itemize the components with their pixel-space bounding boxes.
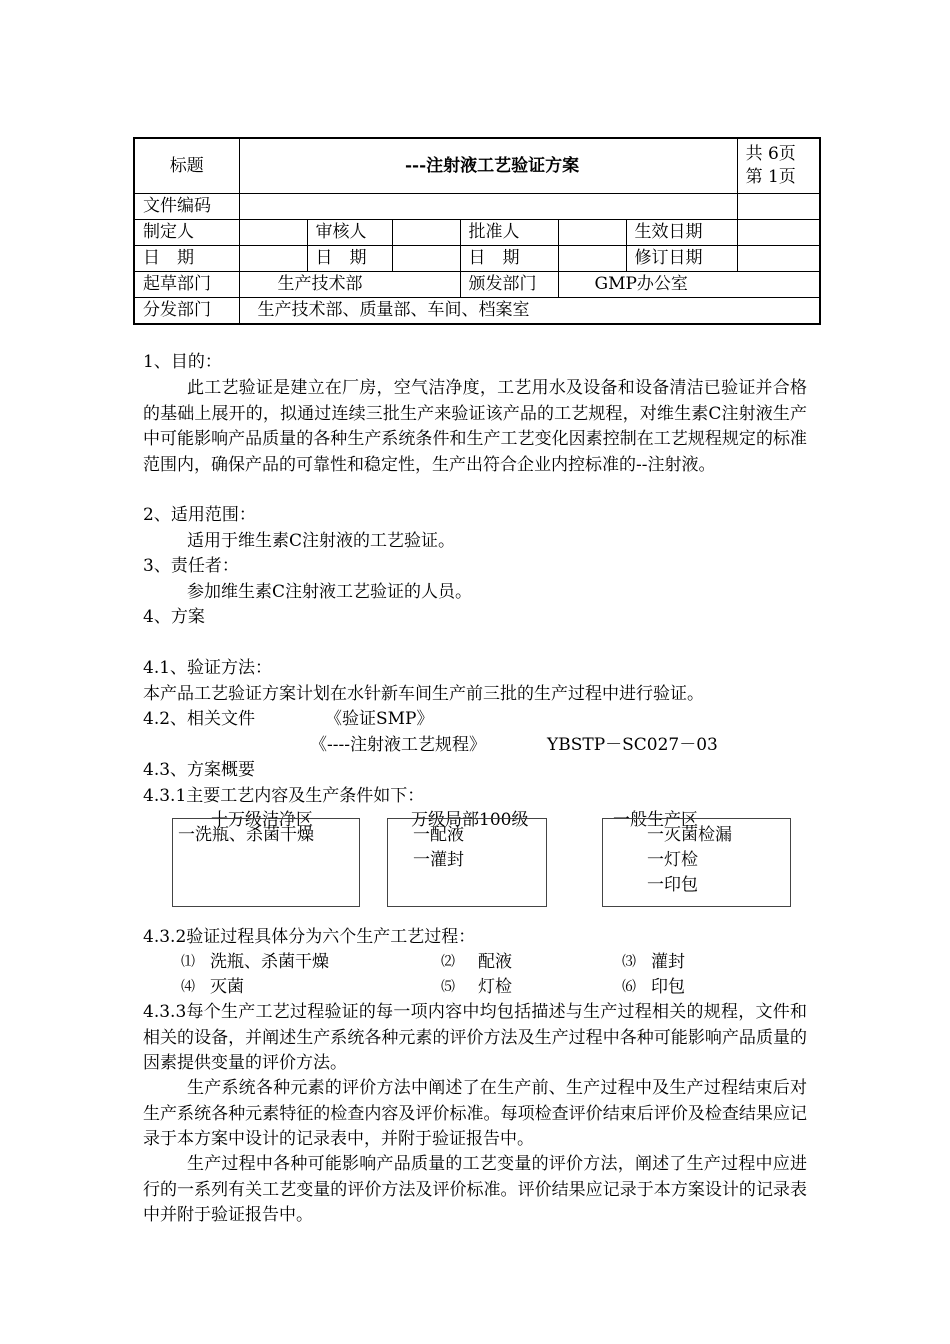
code-label: 文件编码 [134,194,239,220]
zone-2-item-1: 一配液 [413,825,464,845]
author-value [239,220,307,246]
step-1-number: ⑴ [181,954,195,970]
date-value-1 [239,246,307,272]
approver-value [558,220,626,246]
page-count [737,138,820,194]
zone-1-title: 十万级洁净区 [211,810,313,830]
related-doc-1: 《验证SMP》 [325,709,434,729]
step-5-label: 灯检 [478,977,512,997]
section-1-heading: 1、目的： [143,352,222,372]
approver-label: 批准人 [460,220,558,246]
draft-dept-value: 生产技术部 [239,272,460,298]
section-4-3-2-heading: 4.3.2验证过程具体分为六个生产工艺过程： [143,927,476,947]
section-4-heading: 4、方案 [143,607,205,627]
section-4-3-3-paragraph-1: 4.3.3每个生产工艺过程验证的每一项内容中均包括描述与生产过程相关的规程，文件和相关的设备，并阐述生产系统各种元素的评价方法及生产过程中各种可能影响产品质量的因素提供变量的评价方法。 [143,1002,807,1074]
zone-2-title: 万级局部100级 [411,810,529,830]
section-1-body: 此工艺验证是建立在厂房，空气洁净度，工艺用水及设备和设备清洁已验证并合格的基础上展开的，拟通过连续三批生产来验证该产品的工艺规程，对维生素C注射液生产中可能影响产品质量的各种生产系统条件和生产工艺变化因素控制在工艺规程规定的标准范围内，确保产品的可靠性和稳定性，生产出符合企业内控标准的--注射液。 [143,378,807,475]
step-6-label: 印包 [651,977,685,997]
section-4-1-body: 本产品工艺验证方案计划在水针新车间生产前三批的生产过程中进行验证。 [143,684,704,704]
reviewer-value [392,220,460,246]
code-extra [737,194,820,220]
section-4-3-3-paragraph-2: 生产系统各种元素的评价方法中阐述了在生产前、生产过程中及生产过程结束后对生产系统各种元素特征的检查内容及评价标准。每项检查评价结束后评价及检查结果应记录于本方案中设计的记录表中，并附于验证报告中。 [143,1078,807,1150]
date-label-1: 日 期 [134,246,239,272]
date-value-2 [392,246,460,272]
effective-date-label: 生效日期 [626,220,737,246]
dist-dept-label: 分发部门 [134,298,239,325]
issue-dept-value: GMP办公室 [558,272,820,298]
related-doc-2-code: YBSTP－SC027－03 [547,735,718,755]
date-label-2: 日 期 [307,246,392,272]
issue-dept-label: 颁发部门 [460,272,558,298]
reviewer-label: 审核人 [307,220,392,246]
section-4-3-3-paragraph-3: 生产过程中各种可能影响产品质量的工艺变量的评价方法，阐述了生产过程中应进行的一系列有关工艺变量的评价方法及评价标准。评价结果应记录于本方案设计的记录表中并附于验证报告中。 [143,1154,807,1226]
step-3-number: ⑶ [622,954,636,970]
document-title: ---注射液工艺验证方案 [239,138,737,194]
step-2-number: ⑵ [441,954,455,970]
section-3-body: 参加维生素C注射液工艺验证的人员。 [187,582,473,602]
document-header-table [133,137,821,325]
title-label: 标题 [134,138,239,194]
zone-3-item-1: 一灭菌检漏 [647,825,732,845]
zone-2-box [387,818,547,907]
step-1-label: 洗瓶、杀菌干燥 [210,952,329,972]
date-value-3 [558,246,626,272]
section-4-3-heading: 4.3、方案概要 [143,760,256,780]
code-value [239,194,737,220]
total-pages: 共 6页 [745,144,796,164]
date-label-3: 日 期 [460,246,558,272]
related-doc-2: 《----注射液工艺规程》 [310,735,486,755]
section-4-1-heading: 4.1、验证方法： [143,658,273,678]
zone-3-title: 一般生产区 [613,810,698,830]
author-label: 制定人 [134,220,239,246]
step-3-label: 灌封 [651,952,685,972]
section-2-heading: 2、适用范围： [143,505,256,525]
section-4-2-heading: 4.2、相关文件 [143,709,256,729]
revise-date-label: 修订日期 [626,246,737,272]
zone-3-item-2: 一灯检 [647,850,698,870]
step-5-number: ⑸ [441,979,455,995]
step-4-label: 灭菌 [210,977,244,997]
section-3-heading: 3、责任者： [143,556,239,576]
zone-1-item-1: 一洗瓶、杀菌干燥 [178,825,314,845]
zone-3-item-3: 一印包 [647,875,698,895]
effective-date-value [737,220,820,246]
step-6-number: ⑹ [622,979,636,995]
revise-date-value [737,246,820,272]
dist-dept-value: 生产技术部、质量部、车间、档案室 [239,298,820,325]
step-4-number: ⑷ [181,979,195,995]
step-2-label: 配液 [478,952,512,972]
draft-dept-label: 起草部门 [134,272,239,298]
section-4-3-1-heading: 4.3.1主要工艺内容及生产条件如下： [143,786,425,806]
page-number: 第 1页 [745,167,796,187]
zone-2-item-2: 一灌封 [413,850,464,870]
section-2-body: 适用于维生素C注射液的工艺验证。 [187,531,456,551]
